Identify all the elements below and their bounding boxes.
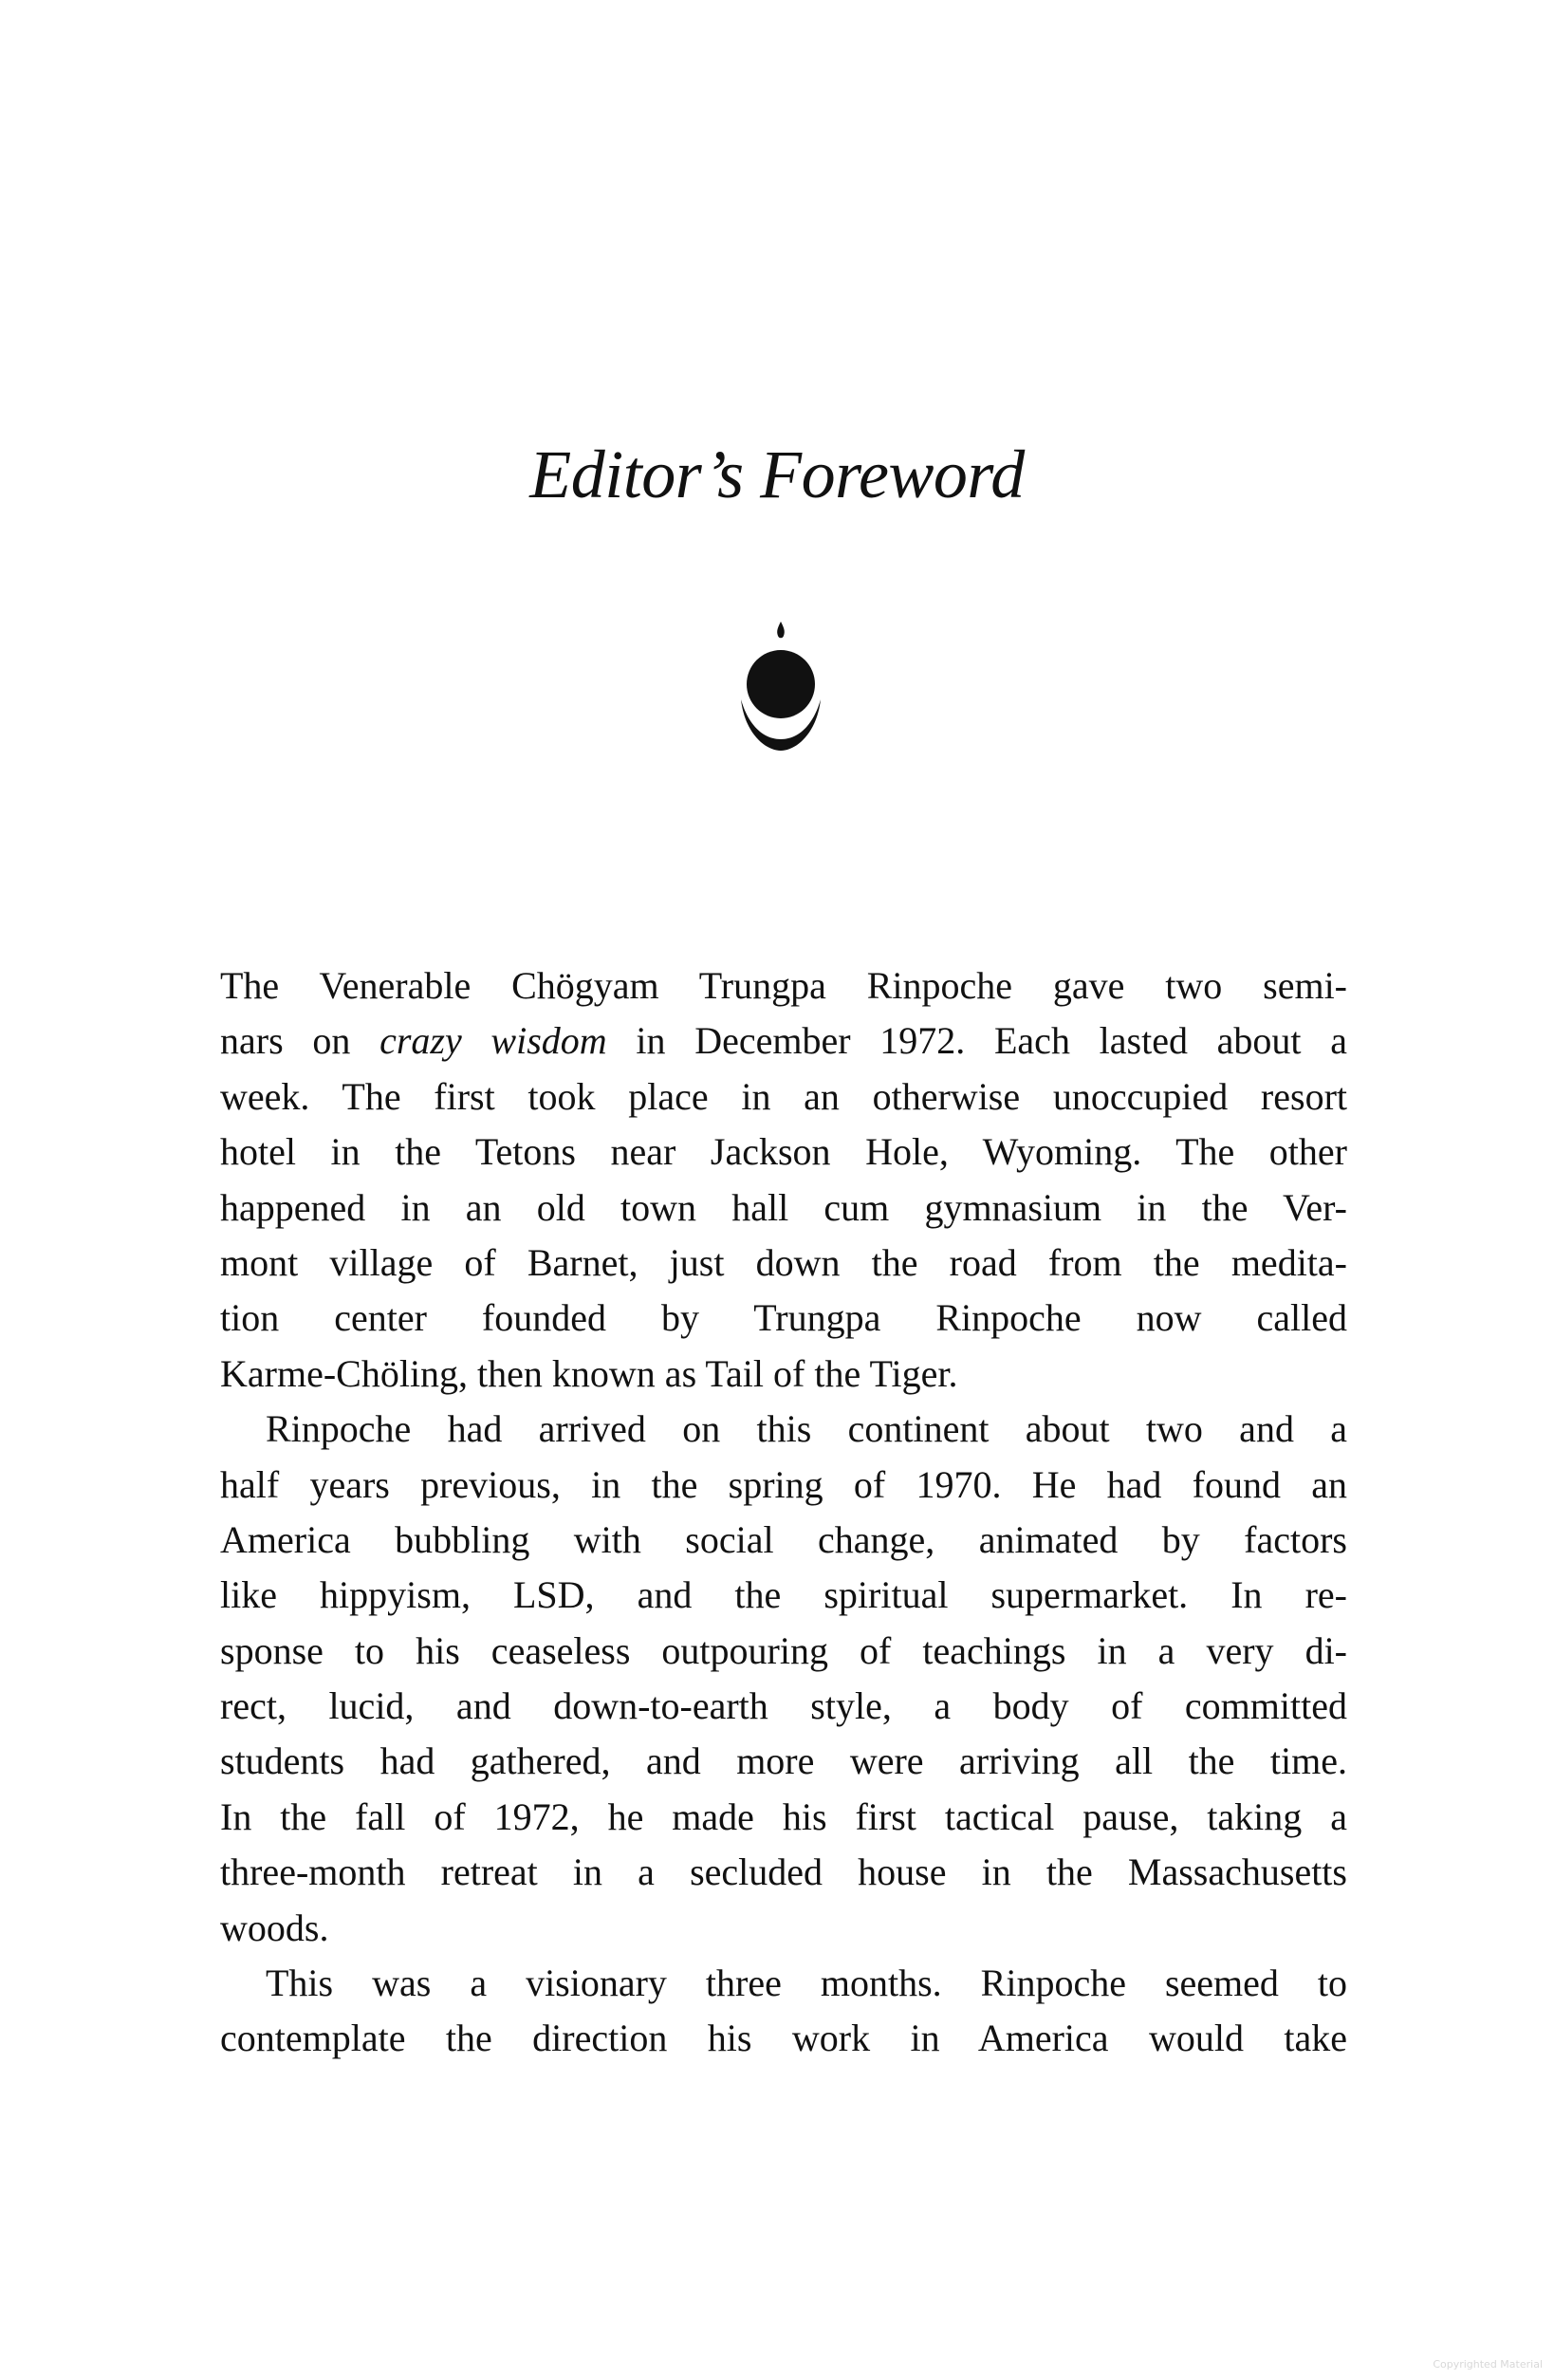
text-segment: week. The first took place in an otherwise unoccupied resort [220, 1074, 1347, 1118]
text-line [220, 1125, 1347, 1180]
text-line [220, 1568, 1347, 1623]
text-segment: students had gathered, and more were arriving all the time. [220, 1739, 1347, 1783]
text-segment: America bubbling with social change, animated by factors [220, 1517, 1347, 1561]
text-line [220, 1901, 1347, 1956]
text-line [220, 1845, 1347, 1900]
text-line [220, 958, 1347, 1013]
body-text [220, 958, 1347, 2067]
text-segment: This was a visionary three months. Rinpoche seemed to [266, 1962, 1347, 2005]
crescent-sun-icon [739, 622, 823, 754]
chapter-title: Editor’s Foreword [529, 437, 1025, 512]
text-line [220, 1458, 1347, 1513]
text-line [220, 1513, 1347, 1568]
text-line [220, 1402, 1347, 1457]
text-segment: woods. [220, 1906, 329, 1949]
text-segment: like hippyism, LSD, and the spiritual supermarket. In re- [220, 1573, 1347, 1617]
text-segment: sponse to his ceaseless outpouring of teachings in a very di- [220, 1628, 1347, 1672]
text-line [220, 1734, 1347, 1789]
text-segment: three-month retreat in a secluded house in the Massachusetts [220, 1850, 1347, 1894]
text-segment: nars on [220, 1019, 380, 1063]
text-segment: happened in an old town hall cum gymnasium in the Ver- [220, 1185, 1347, 1229]
text-segment: in December 1972. Each lasted about a [606, 1019, 1348, 1063]
italic-phrase: crazy wisdom [379, 1019, 607, 1063]
text-segment: rect, lucid, and down-to-earth style, a body of committed [220, 1684, 1347, 1728]
text-segment: Karme-Chöling, then known as Tail of the Tiger. [220, 1351, 958, 1395]
text-line [220, 1236, 1347, 1291]
text-segment: mont village of Barnet, just down the road from the medita- [220, 1240, 1347, 1284]
text-segment: tion center founded by Trungpa Rinpoche now called [220, 1296, 1347, 1340]
text-line [220, 1790, 1347, 1845]
text-line [220, 2011, 1347, 2066]
text-segment: half years previous, in the spring of 1970. He had found an [220, 1462, 1347, 1506]
text-line [220, 1679, 1347, 1734]
text-line [220, 1013, 1347, 1069]
text-line [220, 1624, 1347, 1679]
text-line [220, 1347, 1347, 1402]
text-line [220, 1291, 1347, 1346]
text-line [220, 1069, 1347, 1125]
text-line [220, 1956, 1347, 2011]
watermark: Copyrighted Material [1433, 2358, 1543, 2371]
text-segment: hotel in the Tetons near Jackson Hole, Wyoming. The other [220, 1130, 1347, 1174]
text-segment: contemplate the direction his work in America would take [220, 2017, 1347, 2060]
text-segment: In the fall of 1972, he made his first tactical pause, taking a [220, 1794, 1347, 1838]
text-segment: Rinpoche had arrived on this continent about two and a [266, 1407, 1347, 1451]
text-segment: The Venerable Chögyam Trungpa Rinpoche gave two semi- [220, 964, 1347, 1007]
text-line [220, 1181, 1347, 1236]
